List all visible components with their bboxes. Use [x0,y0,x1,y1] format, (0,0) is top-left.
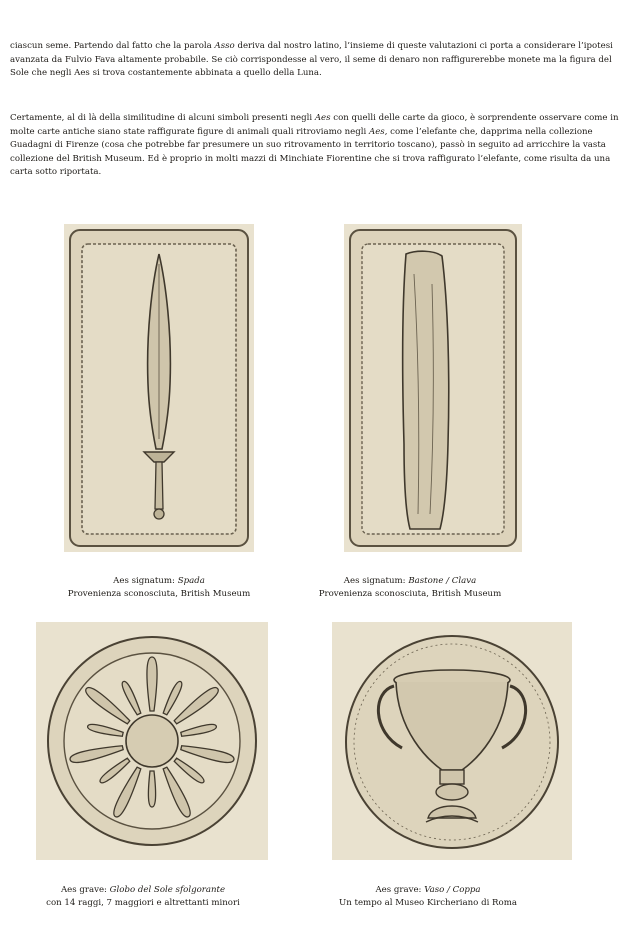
caption-figure-2 [290,575,530,601]
text-run: ciascun seme. Partendo dal fatto che la parola [10,41,215,51]
paragraph-1 [10,40,632,81]
caption-figure-1 [34,575,284,601]
sun-coin-illustration [36,622,268,860]
caption-line-2: con 14 raggi, 7 maggiori e altrettanti minori [46,898,240,908]
vase-coin-illustration [332,622,572,860]
figure-aes-grave-vaso [332,622,572,860]
major-ray [147,657,157,711]
figure-aes-grave-sole [36,622,268,860]
caption-line-2: Provenienza sconosciuta, British Museum [67,589,251,599]
paragraph-2 [10,112,632,180]
text-run: con quelli delle carte da gioco, è sorprendente osservare come in molte carte antiche siano state raffigurate figure di animali quali ritroviamo negli [10,113,619,137]
figure-aes-signatum-spada [64,224,254,552]
caption-figure-3 [18,884,268,910]
text-run: , come l’elefante che, dapprima nella collezione Guadagni di Firenze (cosa che potrebbe far presumere un suo ritrovamento in territorio toscano), passò in seguito ad arricchire la vasta collezione del British Museum. Ed è proprio in molti mazzi di Minchiate Fiorentine che si trova raffigurato l’elefante, come risulta da una carta sotto riportata. [10,126,611,178]
caption-figure-4 [308,884,548,910]
text-run: deriva dal nostro latino, l’insieme di queste valutazioni ci porta a considerare l’ipotesi avanzata da Fulvio Fava altamente probabile. Se ciò corrispondesse al vero, il seme di denaro non raffigurerebbe monete ma la figura del Sole che negli Aes si trova costantemente abbinata a quello della Luna. [10,41,613,79]
sword-ingot-illustration [64,224,254,552]
figure-aes-signatum-bastone [344,224,522,552]
italic-term: Aes [314,113,331,123]
minor-ray [148,771,155,807]
caption-line-1: Aes signatum: Spada [113,576,205,586]
caption-line-1: Aes signatum: Bastone / Clava [343,576,477,586]
caption-line-1: Aes grave: Vaso / Coppa [375,885,481,895]
text-run: Certamente, al di là della similitudine di alcuni simboli presenti negli [10,113,315,123]
italic-term: Aes [368,126,385,137]
caption-line-2: Un tempo al Museo Kircheriano di Roma [339,898,517,908]
caption-line-2: Provenienza sconosciuta, British Museum [318,589,502,599]
club-ingot-illustration [344,224,522,552]
caption-line-1: Aes grave: Globo del Sole sfolgorante [60,885,226,895]
italic-term: Asso [214,41,235,51]
